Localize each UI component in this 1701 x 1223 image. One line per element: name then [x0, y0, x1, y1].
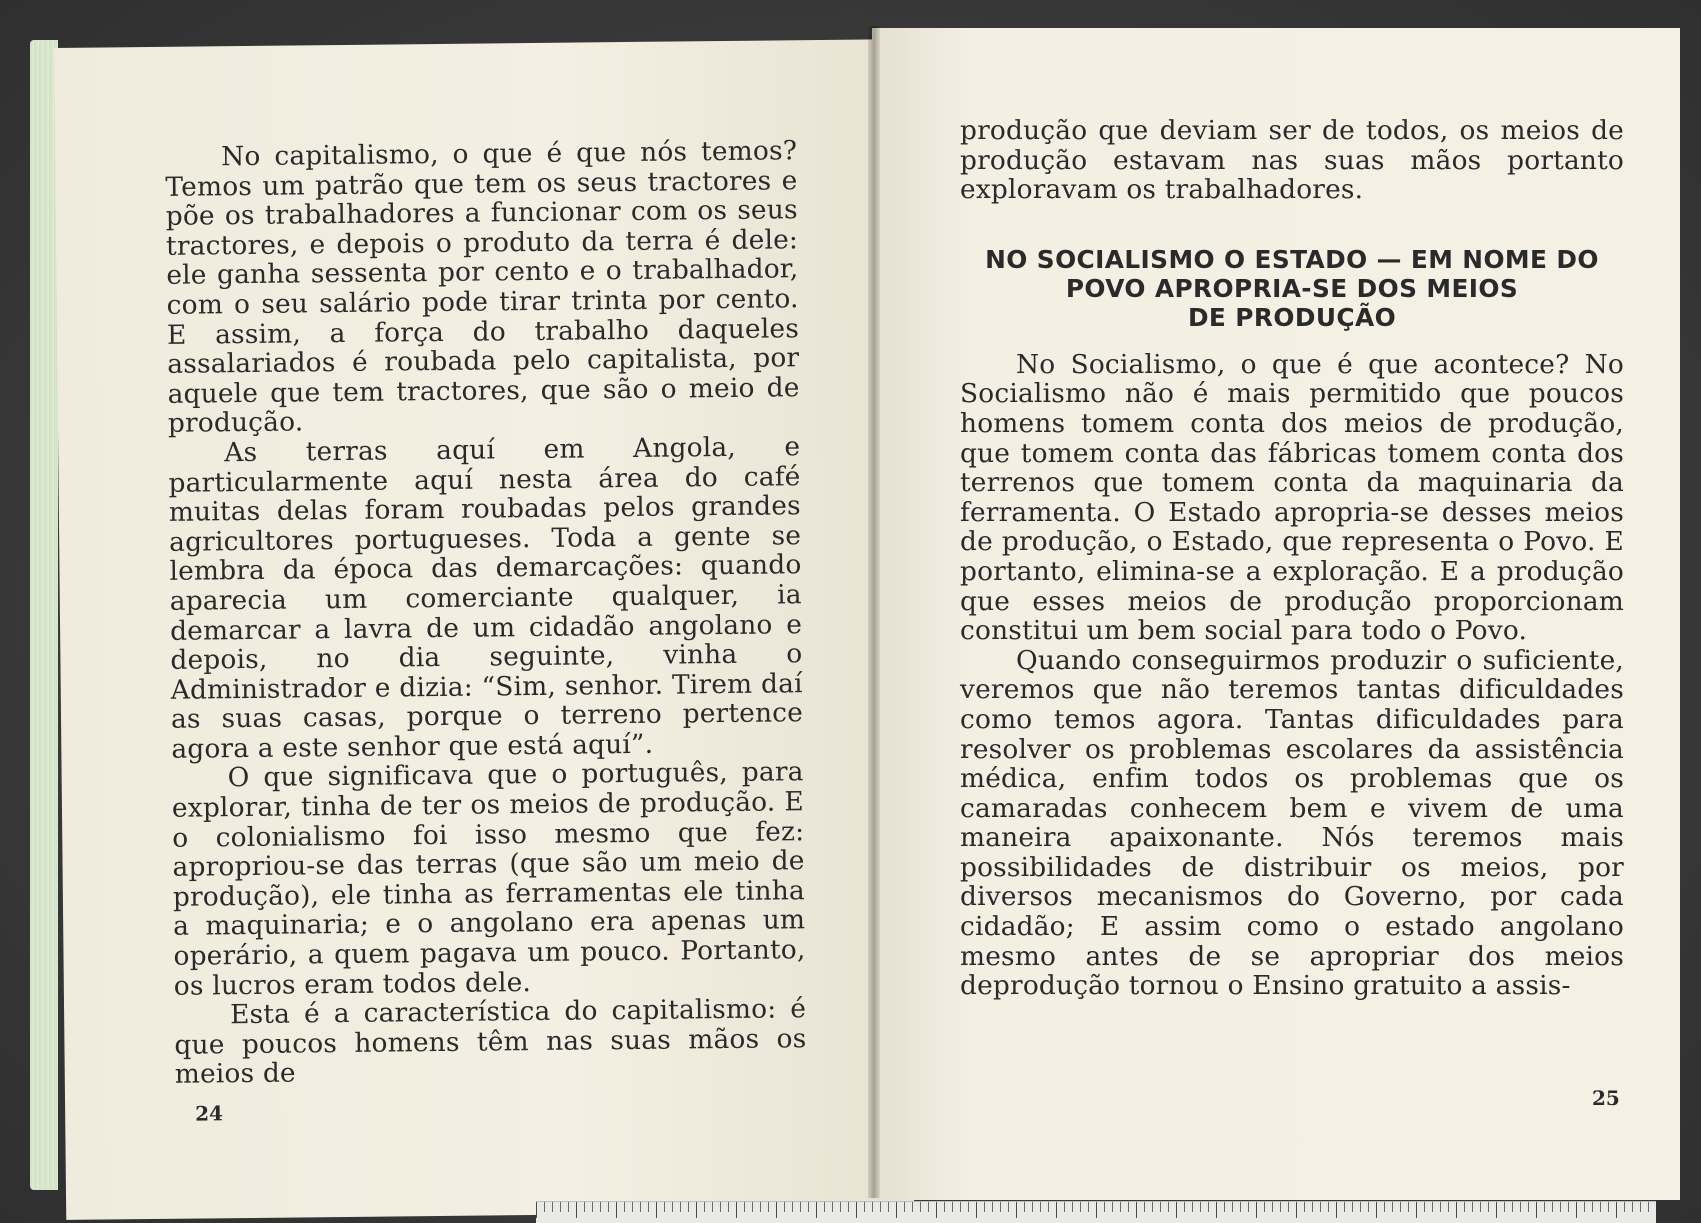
left-page [54, 39, 914, 1220]
paragraph: O que significava que o português, para explorar, tinha de ter os meios de produção. E o colonialismo foi isso mesmo que fez: apropriou-se das terras (que são um meio de produção), ele tinha as ferramentas ele tinha a maquinaria; e o angolano era apenas um operário, a quem pagava um pouco. Portanto, os lucros eram todos dele. [171, 756, 806, 1002]
paragraph: No Socialismo, o que é que acontece? No Socialismo não é mais permitido que poucos homens tomem conta dos meios de produção, que tomem conta das fábricas tomem conta dos terrenos que tomem conta da maquinaria da ferramenta. O Estado apropria-se desses meios de produção, o Estado, que representa o Povo. E portanto, elimina-se a exploração. E a produção que esses meios de produção proporcionam constitui um bem social para todo o Povo. [960, 348, 1624, 647]
paragraph: Esta é a característica do capitalismo: é que poucos homens têm nas suas mãos os meios de [174, 993, 807, 1091]
paragraph-continuation: produção que deviam ser de todos, os meios de produção estavam nas suas mãos portanto exploravam os trabalhadores. [960, 115, 1624, 206]
heading-line: NO SOCIALISMO O ESTADO — EM NOME DO [985, 244, 1599, 274]
open-book [30, 26, 1682, 1198]
right-page [872, 28, 1680, 1200]
measurement-ruler [536, 1201, 1656, 1223]
paragraph: As terras aquí em Angola, e particularmente aquí nesta área do café muitas delas foram roubadas pelos grandes agricultores portugueses. Toda a gente se lembra da época das demarcações: quando aparecia um comerciante qualquer, ia demarcar a lavra de um cidadão angolano e depois, no dia seguinte, vinha o Administrador e dizia: “Sim, senhor. Tirem daí as suas casas, porque o terreno pertence agora a este senhor que está aquí”. [168, 431, 804, 765]
section-heading [960, 245, 1624, 332]
page-number: 24 [195, 1101, 224, 1126]
paragraph: Quando conseguirmos produzir o suficiente, veremos que não teremos tantas dificuldades como temos agora. Tantas dificuldades para resolver os problemas escolares da assistência médica, enfim todos os problemas que os camaradas conhecem bem e vivem de uma maneira apaixonante. Nós teremos mais possibilidades de distribuir os meios, por diversos mecanismos do Governo, por cada cidadão; E assim como o estado angolano mesmo antes de se apropriar dos meios deprodução tornou o Ensino gratuito a assis- [960, 644, 1624, 1002]
heading-line: POVO APROPRIA-SE DOS MEIOS [1065, 273, 1519, 303]
book-gutter [868, 26, 880, 1198]
paragraph: No capitalismo, o que é que nós temos? Temos um patrão que tem os seus tractores e põe os trabalhadores a funcionar com os seus tractores, e depois o produto da terra é dele: ele ganha sessenta por cento e o trabalhador, com o seu salário pode tirar trinta por cento. E assim, a força do trabalho daqueles assalariados é roubada pelo capitalista, por aquele que tem tractores, que são o meio de produção. [165, 135, 800, 440]
left-page-text [165, 136, 807, 1090]
right-page-text [960, 116, 1624, 1001]
heading-line: DE PRODUÇÃO [1187, 302, 1397, 332]
page-edges [30, 40, 58, 1190]
page-number: 25 [1592, 1086, 1620, 1110]
